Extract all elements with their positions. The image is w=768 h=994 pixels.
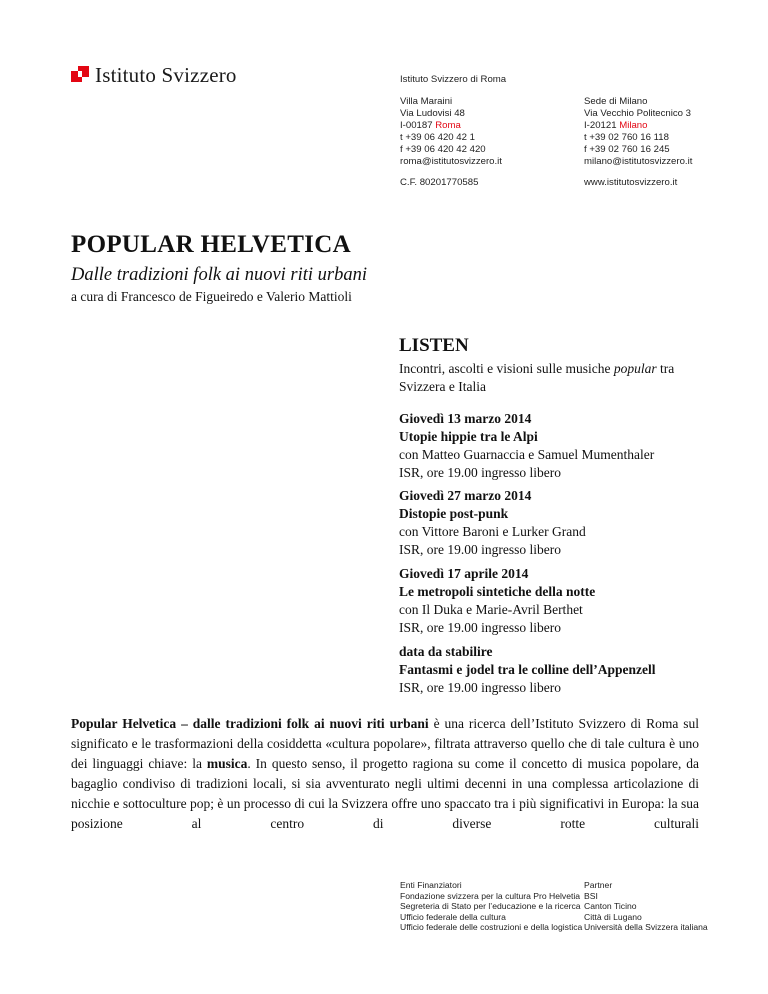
institute-title: Istituto Svizzero di Roma [400,74,507,85]
funder-item: Ufficio federale delle costruzioni e della logistica [400,922,583,933]
listen-heading: LISTEN [399,335,469,356]
event-guests: con Vittore Baroni e Lurker Grand [399,524,586,539]
event-title: Distopie post-punk [399,506,509,521]
paragraph-lead: Popular Helvetica – dalle tradizioni folk ai nuovi riti urbani [71,716,429,731]
event-title: Le metropoli sintetiche della notte [399,584,596,599]
page-subtitle: Dalle tradizioni folk ai nuovi riti urbani [71,265,367,285]
paragraph-text-2: . In questo senso, il progetto ragiona su come il concetto di musica popolare, da bagaglio condiviso di tradizioni locali, si sia avventurato negli ultimi decenni in una complessa articolazione di nicchie e sottoculture pop; è un processo di cui la Svizzera offre uno spaccato tra i più significativi in Europa: la sua posizione al centro di diverse rotte culturali [71,756,699,831]
roma-city-line [400,120,502,132]
event-info: ISR, ore 19.00 ingresso libero [399,542,561,557]
partners-list [584,880,708,933]
event-item [399,565,719,637]
funders-heading: Enti Finanziatori [400,880,462,890]
paragraph-text-1: è una ricerca dell’Istituto Svizzero di Roma sul significato e le trasformazioni della cosiddetta «cultura popolare», filtrata attraverso quello che di tale cultura è uno dei linguaggi chiave: la [71,716,699,771]
partner-item: Città di Lugano [584,911,642,922]
event-item [399,643,719,697]
partner-item: Canton Ticino [584,901,637,912]
roma-email[interactable]: roma@istitutosvizzero.it [400,156,502,167]
milano-fax: f +39 02 760 16 245 [584,144,670,155]
event-title: Fantasmi e jodel tra le colline dell’Appenzell [399,662,656,677]
description-paragraph [71,714,699,834]
event-date: Giovedì 17 aprile 2014 [399,566,529,581]
roma-postcode: I-00187 [400,120,433,131]
address-milano [584,96,692,168]
listen-intro-em: popular [613,361,657,376]
event-guests: con Il Duka e Marie-Avril Berthet [399,602,583,617]
milano-line1: Sede di Milano [584,96,648,107]
partners-heading: Partner [584,880,613,890]
milano-email[interactable]: milano@istitutosvizzero.it [584,156,693,167]
listen-intro-pre: Incontri, ascolti e visioni sulle musiche [399,361,614,376]
event-guests: con Matteo Guarnaccia e Samuel Mumenthaler [399,447,655,462]
event-info: ISR, ore 19.00 ingresso libero [399,465,561,480]
funder-item: Ufficio federale della cultura [400,911,506,922]
listen-intro-post: tra Svizzera e Italia [399,361,675,394]
roma-tel: t +39 06 420 42 1 [400,132,475,143]
curators: a cura di Francesco de Figueiredo e Valerio Mattioli [71,289,352,304]
roma-line2: Via Ludovisi 48 [400,108,465,119]
milano-city: Milano [619,120,648,131]
milano-postcode: I-20121 [584,120,617,131]
logo-text: Istituto Svizzero [95,62,237,87]
event-title: Utopie hippie tra le Alpi [399,429,538,444]
event-date: Giovedì 27 marzo 2014 [399,488,532,503]
paragraph-bold-word: musica [206,756,248,771]
milano-city-line [584,120,692,132]
partner-item: BSI [584,890,598,901]
roma-fax: f +39 06 420 42 420 [400,144,486,155]
address-roma [400,96,502,168]
event-date: data da stabilire [399,644,493,659]
event-date: Giovedì 13 marzo 2014 [399,411,532,426]
page-title: POPULAR HELVETICA [71,231,351,258]
logo-mark-icon [71,66,89,84]
tax-code: C.F. 80201770585 [400,177,479,188]
event-item [399,410,719,482]
logo [71,64,237,86]
funder-item: Segreteria di Stato per l’educazione e la ricerca [400,901,581,912]
listen-intro [399,360,709,396]
milano-tel: t +39 02 760 16 118 [584,132,669,143]
event-info: ISR, ore 19.00 ingresso libero [399,680,561,695]
milano-line2: Via Vecchio Politecnico 3 [584,108,692,119]
partner-item: Università della Svizzera italiana [584,922,708,933]
funders-list [400,880,582,933]
funder-item: Fondazione svizzera per la cultura Pro Helvetia [400,890,581,901]
website-link[interactable]: www.istitutosvizzero.it [584,177,678,188]
event-item [399,487,719,559]
roma-line1: Villa Maraini [400,96,453,107]
roma-city: Roma [435,120,461,131]
event-info: ISR, ore 19.00 ingresso libero [399,620,561,635]
